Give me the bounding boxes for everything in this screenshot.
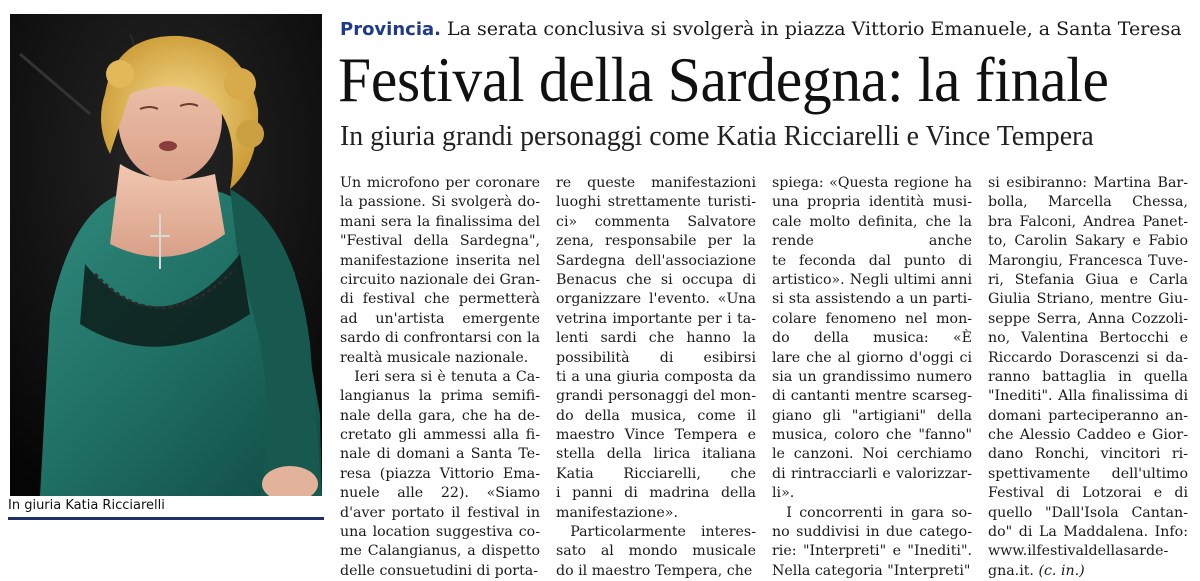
text-line: dano Ronchi, vincitori ri-	[988, 446, 1188, 463]
text-line: musica, coloro che "fanno"	[772, 427, 972, 444]
text-line: Giulia Striano, mentre Giu-	[988, 291, 1188, 308]
kicker	[340, 18, 1182, 40]
text-line: nale di domani a Santa Te-	[340, 446, 540, 463]
photo-caption: In giuria Katia Ricciarelli	[8, 498, 165, 513]
text-line: rende anche	[772, 233, 972, 250]
text-line: di rintracciarli e valorizzar-	[772, 465, 972, 482]
text-line: artistico». Negli ultimi anni	[772, 271, 972, 288]
text-line: si sta assistendo a un parti-	[772, 291, 972, 308]
text-line: di cantanti mentre scarseg-	[772, 388, 972, 405]
text-line: "Festival della Sardegna",	[340, 233, 540, 250]
kicker-text: La serata conclusiva si svolgerà in piazza Vittorio Emanuele, a Santa Teresa	[447, 18, 1182, 40]
text-line: delle consuetudini di porta-	[340, 562, 539, 579]
body-column-3	[772, 174, 972, 581]
text-line: do il maestro Tempera, che	[556, 562, 753, 579]
text-line: giano gli "artigiani" della	[772, 407, 972, 424]
text-line: ad un'artista emergente	[340, 310, 540, 327]
text-line: www.ilfestivaldellasarde-	[988, 543, 1169, 560]
text-line: do della musica, come il	[556, 407, 756, 424]
text-line: Nella categoria "Interpreti"	[772, 562, 971, 579]
section-label: Provincia.	[340, 19, 441, 40]
text-line: realtà musicale nazionale.	[340, 349, 529, 366]
text-line: Katia Ricciarelli, che	[556, 465, 756, 482]
text-line: si esibiranno: Martina Bar-	[988, 175, 1188, 191]
text-line: bra Falconi, Andrea Panet-	[988, 213, 1188, 230]
text-line: sato al mondo musicale	[556, 543, 756, 560]
text-line: li».	[772, 485, 795, 502]
text-line: resa (piazza Vittorio Ema-	[340, 465, 540, 482]
body-column-1	[340, 174, 540, 581]
text-line: vetrina importante per i ta-	[556, 310, 756, 327]
text-line: "Inediti". Alla finalissima di	[988, 388, 1188, 405]
text-line: langianus la prima semifi-	[340, 388, 540, 405]
singer-illustration	[10, 14, 322, 496]
text-line: cale molto definita, che la	[772, 213, 972, 230]
text-line: ranno battaglia in quella	[988, 368, 1188, 385]
text-line: circuito nazionale dei Gran-	[340, 271, 540, 288]
text-line: Sardegna dell'associazione	[556, 252, 756, 269]
text-line: re queste manifestazioni	[556, 175, 756, 191]
text-line: la passione. Si svolgerà do-	[340, 194, 540, 211]
text-line: do" di La Maddalena. Info:	[988, 524, 1188, 541]
text-line: nuele alle 22). «Siamo	[340, 485, 540, 502]
text-line: domani parteciperanno an-	[988, 407, 1188, 424]
text-line: d'aver portato il festival in	[340, 504, 540, 521]
subheadline: In giuria grandi personaggi come Katia Ricciarelli e Vince Tempera	[340, 120, 1094, 152]
text-line: lenti sardi che hanno la	[556, 330, 756, 347]
text-line: seppe Serra, Anna Cozzoli-	[988, 310, 1188, 327]
text-line: quello "Dall'Isola Cantan-	[988, 504, 1188, 521]
text-line: grandi personaggi del mon-	[556, 388, 756, 405]
text-line: Riccardo Dorascenzi si da-	[988, 349, 1188, 366]
text-line: luoghi strettamente turisti-	[556, 194, 756, 211]
text-line: gna.it. (c. in.)	[988, 562, 1085, 579]
text-line: colare fenomeno nel mon-	[772, 310, 972, 327]
text-line: bolla, Marcella Chessa,	[988, 194, 1188, 211]
text-line: sardo di confrontarsi con la	[340, 330, 540, 347]
text-line: una propria identità musi-	[772, 194, 972, 211]
text-line: che Alessio Caddeo e Gior-	[988, 427, 1188, 444]
text-line: ti a una giuria composta da	[556, 368, 756, 385]
text-line: Ieri sera si è tenuta a Ca-	[340, 368, 540, 385]
text-line: stella della lirica italiana	[556, 446, 756, 463]
text-line: no suddivisi in due catego-	[772, 524, 972, 541]
body-column-2	[556, 174, 756, 581]
text-line: to, Carolin Sakary e Fabio	[988, 233, 1188, 250]
text-line: possibilità di esibirsi	[556, 349, 756, 366]
text-line: lare che al giorno d'oggi ci	[772, 349, 972, 366]
text-line: manifestazione inserita nel	[340, 252, 540, 269]
text-line: sia un grandissimo numero	[772, 368, 972, 385]
text-line: te feconda dal punto di	[772, 252, 972, 269]
text-line: i panni di madrina della	[556, 485, 756, 502]
text-line: spettivamente dell'ultimo	[988, 465, 1188, 482]
text-line: spiega: «Questa regione ha	[772, 175, 972, 191]
author-signature: (c. in.)	[1033, 562, 1085, 579]
text-line: una location suggestiva co-	[340, 524, 540, 541]
text-line: do della musica: «È	[772, 330, 972, 347]
text-line: nale della gara, che ha de-	[340, 407, 540, 424]
text-line: rie: "Interpreti" e "Inediti".	[772, 543, 972, 560]
text-line: ri, Stefania Giua e Carla	[988, 271, 1188, 288]
text-line: manifestazione».	[556, 504, 678, 521]
text-line: ci» commenta Salvatore	[556, 213, 756, 230]
text-line: cretato gli ammessi alla fi-	[340, 427, 540, 444]
text-line: I concorrenti in gara so-	[772, 504, 972, 521]
headline: Festival della Sardegna: la finale	[338, 44, 1109, 115]
text-line: di festival che permetterà	[340, 291, 540, 308]
body-column-4	[988, 174, 1188, 581]
text-line: maestro Vince Tempera e	[556, 427, 756, 444]
text-line: mani sera la finalissima del	[340, 213, 540, 230]
text-line: zena, responsabile per la	[556, 233, 756, 250]
text-line: no, Valentina Bertocchi e	[988, 330, 1188, 347]
article-photo	[10, 14, 322, 496]
text-line: Marongiu, Francesca Tuve-	[988, 252, 1188, 269]
text-line: Un microfono per coronare	[340, 175, 540, 191]
caption-divider	[8, 517, 324, 520]
text-line: le canzoni. Noi cerchiamo	[772, 446, 972, 463]
text-line: organizzare l'evento. «Una	[556, 291, 756, 308]
text-line: Particolarmente interes-	[556, 524, 756, 541]
text-line: Benacus che si occupa di	[556, 271, 756, 288]
text-line: me Calangianus, a dispetto	[340, 543, 540, 560]
text-line: Festival di Lotzorai e di	[988, 485, 1188, 502]
